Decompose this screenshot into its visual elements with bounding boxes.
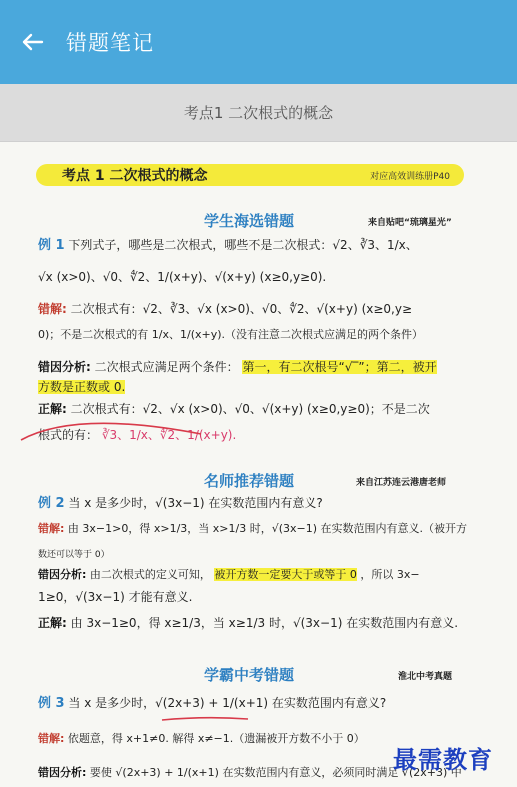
page-title: 错题笔记 [66, 31, 154, 55]
highlighted-text: 被开方数一定要大于或等于 0 [214, 568, 357, 581]
wrong-answer-label: 错解: [38, 302, 67, 316]
section-title: 学霸中考错题 [204, 666, 295, 684]
wrong-answer-text: 由 3x−1>0，得 x>1/3，当 x>1/3 时，√(3x−1) 在实数范围内有意义.（被开方 [67, 522, 467, 535]
example-line [38, 236, 418, 255]
correct-answer-label: 正解: [38, 402, 67, 416]
correct-answer-text: 由 3x−1≥0，得 x≥1/3，当 x≥1/3 时，√(3x−1) 在实数范围内有意义. [70, 616, 459, 630]
wrong-answer-line [38, 520, 467, 538]
reason-text: ，所以 3x− [360, 568, 420, 581]
example-text: 当 x 是多少时，√(3x−1) 在实数范围内有意义? [68, 496, 323, 510]
section-source: 淮北中考真题 [398, 672, 453, 682]
topic-banner-title: 考点 1 二次根式的概念 [62, 168, 208, 184]
topic-subheader [0, 84, 517, 142]
reason-line [38, 378, 125, 396]
highlighted-text: 方数是正数或 0. [38, 380, 126, 394]
reason-label: 错因分析: [38, 360, 91, 374]
wrong-answer-line: 数还可以等于 0） [38, 550, 110, 560]
correct-answer-line [38, 614, 458, 632]
topic-banner [36, 164, 464, 186]
wrong-answer-label: 错解: [38, 732, 65, 745]
arrow-left-icon [22, 33, 44, 51]
example-text: 当 x 是多少时，√(2x+3) + 1/(x+1) 在实数范围内有意义? [68, 696, 387, 710]
example-line [38, 694, 386, 713]
watermark: 最需教育 [393, 745, 493, 774]
back-button[interactable] [0, 0, 66, 84]
wrong-answer-text: 二次根式有：√2、∛3、√x (x>0)、√0、∜2、√(x+y) (x≥0,y≥ [70, 302, 413, 316]
topic-title: 考点1 二次根式的概念 [183, 104, 334, 122]
section-source: 来自贴吧“琉璃星光” [368, 218, 452, 228]
topic-banner-ref: 对应高效训练册P40 [370, 171, 450, 182]
example-text: 下列式子，哪些是二次根式，哪些不是二次根式：√2、∛3、1/x、 [68, 238, 418, 252]
pink-marked-text: ∛3、1/x、∜2、1/(x+y). [101, 428, 237, 442]
example-line: √x (x>0)、√0、∜2、1/(x+y)、√(x+y) (x≥0,y≥0). [38, 270, 327, 284]
app-bar [0, 0, 517, 84]
note-image [0, 142, 517, 787]
highlighted-text: 第一，有二次根号“√‾”；第二，被开 [242, 360, 437, 374]
wrong-answer-text: 依题意，得 x+1≠0. 解得 x≠−1.（遗漏被开方数不小于 0） [67, 732, 365, 745]
reason-label: 错因分析: [38, 766, 87, 779]
reason-line [38, 358, 437, 376]
wrong-answer-line [38, 730, 365, 748]
reason-line: 1≥0，√(3x−1) 才能有意义. [38, 590, 193, 604]
wrong-answer-line [38, 300, 412, 318]
example-label: 例 1 [38, 238, 65, 253]
section-title: 名师推荐错题 [204, 472, 295, 490]
section-source: 来自江苏连云港唐老师 [356, 478, 447, 488]
example-label: 例 2 [38, 496, 65, 511]
correct-answer-label: 正解: [38, 616, 67, 630]
reason-label: 错因分析: [38, 568, 87, 581]
section-title: 学生海选错题 [204, 212, 295, 230]
red-hand-underline [16, 400, 206, 450]
correct-answer-text: 根式的有： [38, 428, 99, 442]
reason-text: 要使 √(2x+3) + 1/(x+1) 在实数范围内有意义，必须同时满足 √(2x+3) 中 [89, 766, 462, 779]
example-label: 例 3 [38, 696, 65, 711]
wrong-answer-label: 错解: [38, 522, 65, 535]
reason-text: 由二次根式的定义可知， [89, 568, 211, 581]
reason-text: 二次根式应满足两个条件： [94, 360, 239, 374]
example-line [38, 494, 323, 513]
reason-line [38, 566, 420, 584]
correct-answer-text: 二次根式有：√2、√x (x>0)、√0、√(x+y) (x≥0,y≥0)；不是二次 [70, 402, 430, 416]
red-hand-underline [160, 714, 250, 724]
wrong-answer-line: 0)；不是二次根式的有 1/x、1/(x+y).（没有注意二次根式应满足的两个条件） [38, 328, 424, 341]
